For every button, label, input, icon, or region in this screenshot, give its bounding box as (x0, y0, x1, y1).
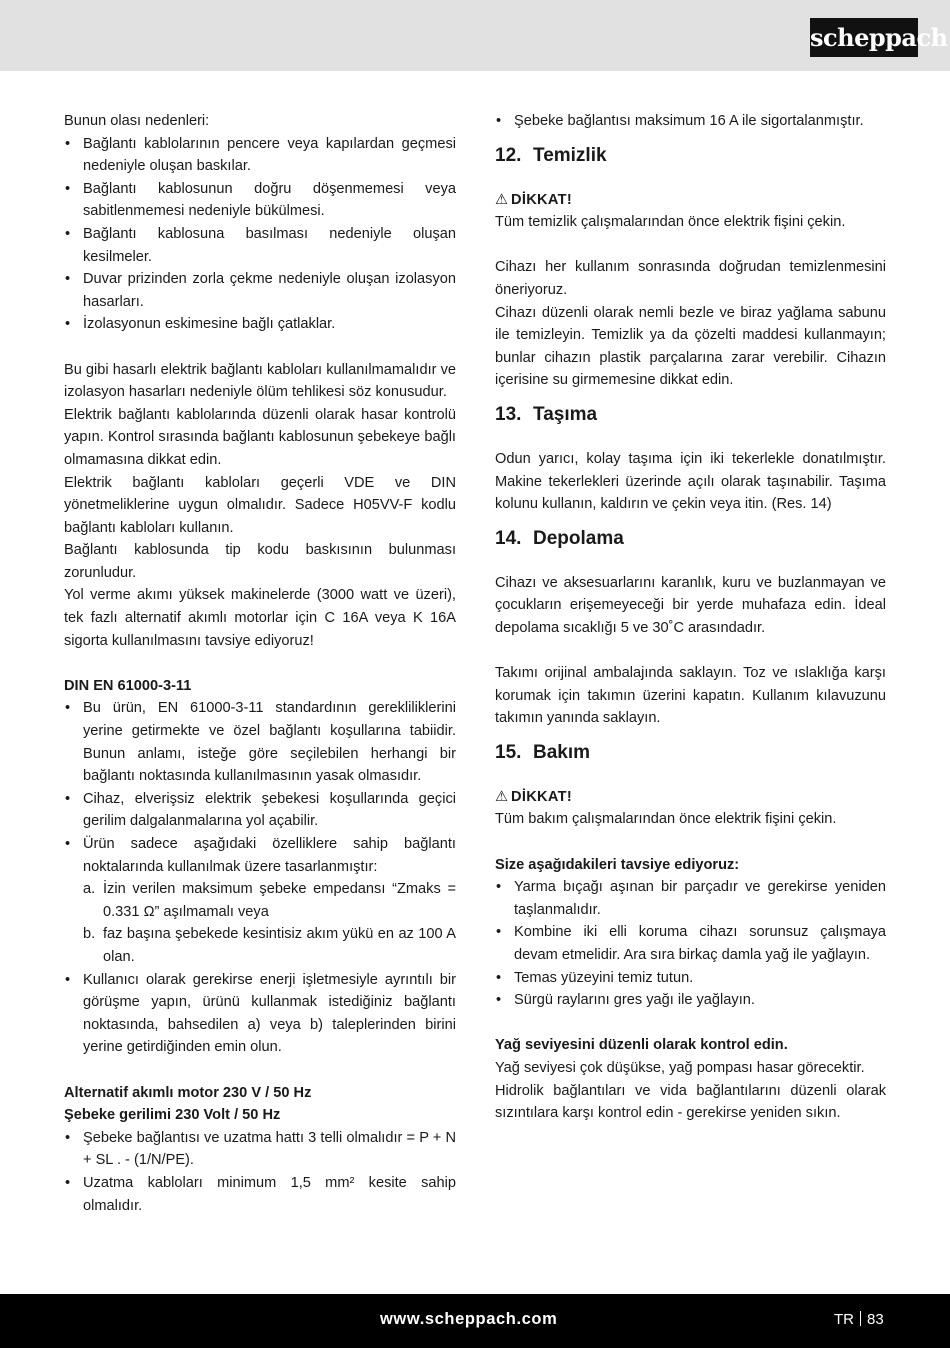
section-number: 12. (495, 144, 522, 166)
fuse-list (495, 110, 886, 133)
page-number-value: 83 (867, 1311, 884, 1328)
sublist-item: a. İzin verilen maksimum şebeke empedansı “Zmaks = 0.331 Ω” aşılmamalı veya (83, 878, 456, 923)
warning-label: ⚠ DİKKAT! (495, 189, 886, 212)
list-item (64, 833, 456, 969)
section-title: Temizlik (533, 144, 607, 166)
sublist-item: b. faz başına şebekede kesintisiz akım yükü en az 100 A olan. (83, 923, 456, 968)
voltage-heading: Şebeke gerilimi 230 Volt / 50 Hz (64, 1107, 281, 1124)
list-item: • Bağlantı kablolarının pencere veya kapılardan geçmesi nedeniyle oluşan baskılar. (64, 133, 456, 178)
language-code: TR (834, 1311, 854, 1328)
paragraph: Bu gibi hasarlı elektrik bağlantı kabloları kullanılmamalıdır ve izolasyon hasarları nedeniyle ölüm tehlikesi söz konusudur. (64, 361, 456, 401)
section-number: 13. (495, 403, 522, 425)
section-heading-transport (495, 404, 886, 426)
din-list (64, 697, 456, 1059)
warning-icon: ⚠ (495, 191, 509, 208)
paragraph: Elektrik bağlantı kabloları geçerli VDE ve DIN yönetmeliklerine uygun olmalıdır. Sadece H05VV-F kodlu bağlantı kabloları kullanın. (64, 474, 456, 536)
maintenance-list (495, 876, 886, 1012)
recommend-heading: Size aşağıdakileri tavsiye ediyoruz: (495, 856, 740, 873)
list-item-text: Ürün sadece aşağıdaki özelliklere sahip bağlantı noktalarında kullanılmak üzere tasarlanmıştır: (83, 836, 456, 875)
list-item: • Uzatma kabloları minimum 1,5 mm² kesite sahip olmalıdır. (64, 1172, 456, 1217)
motor-heading: Alternatif akımlı motor 230 V / 50 Hz (64, 1084, 312, 1101)
paragraph: Yol verme akımı yüksek makinelerde (3000 watt ve üzeri), tek fazlı alternatif akımlı motorlar için C 16A veya K 16A sigorta kullanılmasını tavsiye ediyoruz! (64, 587, 456, 649)
paragraph: Yağ seviyesi çok düşükse, yağ pompası hasar görecektir. (495, 1060, 865, 1076)
list-item: • Bağlantı kablosuna basılması nedeniyle oluşan kesilmeler. (64, 223, 456, 268)
paragraph: Bağlantı kablosunda tip kodu baskısının bulunması zorunludur. (64, 542, 456, 581)
motor-list (64, 1127, 456, 1217)
list-item: • Cihaz, elverişsiz elektrik şebekesi koşullarında geçici gerilim dalgalanmalarına yol açabilir. (64, 788, 456, 833)
warning-text: Tüm temizlik çalışmalarından önce elektrik fişini çekin. (495, 214, 846, 231)
left-column (64, 110, 456, 1217)
section-heading-cleaning (495, 145, 886, 167)
separator (860, 1311, 861, 1326)
section-heading-storage (495, 528, 886, 550)
warning-label: ⚠ DİKKAT! (495, 786, 886, 809)
brand-logo: scheppach (810, 18, 918, 57)
causes-list (64, 133, 456, 336)
list-item: • İzolasyonun eskimesine bağlı çatlaklar. (64, 313, 456, 336)
page-number (834, 1311, 884, 1328)
list-item: • Temas yüzeyini temiz tutun. (495, 967, 886, 990)
paragraph: Cihazı düzenli olarak nemli bezle ve biraz yağlama sabunu ile temizleyin. Temizlik ya da çözelti maddesi kullanmayın; bunlar cihazın plastik parçalarına zarar verebilir. Cihazın içerisine su girmemesine dikkat edin. (495, 304, 886, 389)
warning-text: Tüm bakım çalışmalarından önce elektrik fişini çekin. (495, 811, 837, 828)
paragraph: Takımı orijinal ambalajında saklayın. Toz ve ıslaklığa karşı korumak için takımın üzerini kapatın. Kullanım kılavuzunu takımın yanında saklayın. (495, 665, 886, 727)
list-item: • Kullanıcı olarak gerekirse enerji işletmesiyle ayrıntılı bir görüşme yapın, ürünü kullanmak istediğiniz bağlantı noktasında, bahsedilen a) veya b) taleplerinden birini yerine getirdiğinden emin olun. (64, 969, 456, 1059)
list-item: • Kombine iki elli koruma cihazı sorunsuz çalışmaya devam etmelidir. Ara sıra birkaç damla yağ ile yağlayın. (495, 921, 886, 966)
paragraph: Elektrik bağlantı kablolarında düzenli olarak hasar kontrolü yapın. Kontrol sırasında bağlantı kablosunun şebekeye bağlı olmamasına dikkat edin. (64, 406, 456, 468)
paragraph: Hidrolik bağlantıları ve vida bağlantılarını düzenli olarak sızıntılara karşı kontrol edin - gerekirse yeniden sıkın. (495, 1082, 886, 1122)
warning-icon: ⚠ (495, 788, 509, 805)
right-column (495, 110, 886, 1125)
din-sublist (83, 878, 456, 968)
section-title: Taşıma (533, 403, 598, 425)
list-item: • Şebeke bağlantısı maksimum 16 A ile sigortalanmıştır. (495, 110, 886, 133)
section-title: Bakım (533, 741, 591, 763)
list-item: • Yarma bıçağı aşınan bir parçadır ve gerekirse yeniden taşlanmalıdır. (495, 876, 886, 921)
page-footer (0, 1294, 950, 1348)
paragraph: Cihazı her kullanım sonrasında doğrudan temizlenmesini öneriyoruz. (495, 259, 886, 298)
list-item: • Duvar prizinden zorla çekme nedeniyle oluşan izolasyon hasarları. (64, 268, 456, 313)
list-item: • Bağlantı kablosunun doğru döşenmemesi veya sabitlenmemesi nedeniyle bükülmesi. (64, 178, 456, 223)
section-number: 14. (495, 527, 522, 549)
paragraph: Odun yarıcı, kolay taşıma için iki tekerlekle donatılmıştır. Makine tekerlekleri üzerinde açılı olarak taşınabilir. Taşıma kolunu kullanın, kaldırın ve çekin veya itin. (Res. 14) (495, 450, 886, 513)
paragraph: Cihazı ve aksesuarlarını karanlık, kuru ve buzlanmayan ve çocukların erişemeyeceği bir yerde muhafaza edin. İdeal depolama sıcaklığı 5 ve 30˚C arasındadır. (495, 574, 886, 636)
section-heading-maintenance (495, 742, 886, 764)
causes-intro: Bunun olası nedenleri: (64, 113, 210, 129)
section-number: 15. (495, 741, 522, 763)
list-item: • Bu ürün, EN 61000-3-11 standardının gerekliliklerini yerine getirmekte ve özel bağlantı koşullarına tabiidir. Bunun anlamı, isteğe göre seçilebilen herhangi bir bağlantı noktasında kullanılmasının yasak olmasıdır. (64, 697, 456, 787)
list-item: • Şebeke bağlantısı ve uzatma hattı 3 telli olmalıdır = P + N + SL . - (1/N/PE). (64, 1127, 456, 1172)
oil-heading: Yağ seviyesini düzenli olarak kontrol edin. (495, 1037, 788, 1054)
section-title: Depolama (533, 527, 624, 549)
list-item: • Sürgü raylarını gres yağı ile yağlayın. (495, 989, 886, 1012)
page-header (0, 0, 950, 71)
footer-website-link[interactable]: www.scheppach.com (380, 1310, 558, 1328)
din-heading: DIN EN 61000-3-11 (64, 677, 192, 694)
